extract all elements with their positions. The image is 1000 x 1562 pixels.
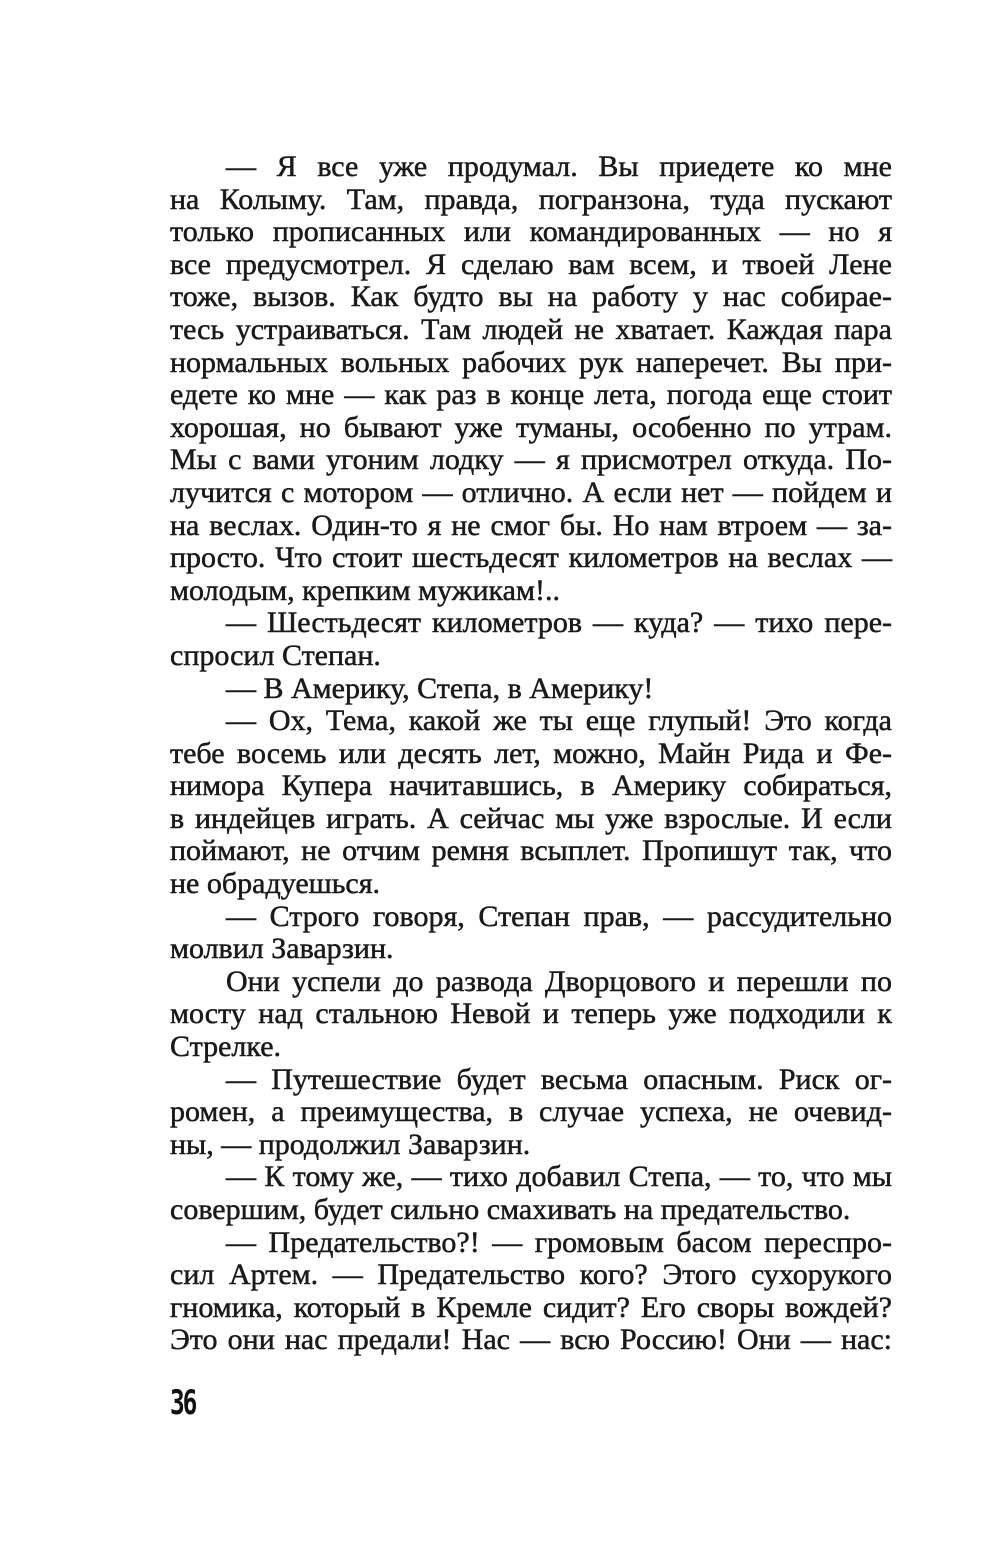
text-line: Стрелке.	[170, 1030, 282, 1064]
paragraph	[170, 151, 892, 607]
text-line: нимора Купера начитавшись, в Америку собираться,	[170, 769, 892, 803]
text-line: Мы с вами угоним лодку — я присмотрел откуда. По-	[170, 443, 892, 477]
page-number: 36	[170, 1383, 196, 1423]
text-line: мосту над стальною Невой и теперь уже подходили к	[170, 997, 892, 1031]
text-line: — Предательство?! — громовым басом переспро-	[226, 1225, 892, 1259]
text-line: едете ко мне — как раз в конце лета, погода еще стоит	[170, 378, 892, 412]
text-line: Это они нас предали! Нас — всю Россию! Они — нас:	[170, 1323, 892, 1357]
paragraph	[170, 901, 892, 966]
text-line: в индейцев играть. А сейчас мы уже взрослые. И если	[170, 801, 892, 835]
text-line: совершим, будет сильно смахивать на предательство.	[170, 1193, 851, 1226]
text-line: молодым, крепким мужикам!..	[170, 573, 560, 607]
text-line: — В Америку, Степа, в Америку!	[226, 671, 654, 705]
text-line: тоже, вызов. Как будто вы на работу у нас собирае-	[170, 280, 892, 314]
text-line: на Колыму. Там, правда, погранзона, туда пускают	[170, 182, 892, 216]
text-line: тебе восемь или десять лет, можно, Майн Рида и Фе-	[170, 736, 892, 770]
text-line: на веслах. Один-то я не смог бы. Но нам втроем — за-	[170, 508, 892, 542]
paragraph	[170, 1161, 892, 1226]
paragraph	[170, 1227, 892, 1357]
paragraph	[170, 966, 892, 1064]
text-line: — Строго говоря, Степан прав, — рассудительно	[226, 899, 892, 933]
body-text	[170, 151, 892, 1357]
text-line: поймают, не отчим ремня всыплет. Пропишут так, что	[170, 834, 892, 868]
text-line: молвил Заварзин.	[170, 932, 394, 966]
paragraph	[170, 705, 892, 901]
text-line: — Ох, Тема, какой же ты еще глупый! Это когда	[226, 704, 892, 738]
text-line: нормальных вольных рабочих рук наперечет. Вы при-	[170, 345, 892, 379]
paragraph	[170, 607, 892, 672]
text-line: ромен, а преимущества, в случае успеха, не очевид-	[170, 1095, 892, 1129]
text-line: хорошая, но бывают уже туманы, особенно по утрам.	[170, 410, 892, 444]
text-line: — Я все уже продумал. Вы приедете ко мне	[226, 150, 892, 183]
text-line: гномика, который в Кремле сидит? Его своры вождей?	[170, 1290, 892, 1324]
paragraph	[170, 673, 892, 706]
text-line: лучится с мотором — отлично. А если нет — пойдем и	[170, 475, 892, 509]
text-line: все предусмотрел. Я сделаю вам всем, и твоей Лене	[170, 247, 892, 281]
text-line: не обрадуешься.	[170, 867, 381, 901]
text-line: — Шестьдесят километров — куда? — тихо пере-	[226, 606, 892, 640]
text-line: просто. Что стоит шестьдесят километров на веслах —	[170, 541, 892, 575]
text-line: спросил Степан.	[170, 638, 381, 672]
text-line: тесь устраиваться. Там людей не хватает. Каждая пара	[170, 312, 892, 346]
text-line: — Путешествие будет весьма опасным. Риск ог-	[226, 1062, 892, 1096]
text-line: ны, — продолжил Заварзин.	[170, 1127, 531, 1161]
text-line: сил Артем. — Предательство кого? Этого сухорукого	[170, 1258, 892, 1292]
text-line: — К тому же, — тихо добавил Степа, — то, что мы	[226, 1160, 892, 1194]
paragraph	[170, 1064, 892, 1162]
text-line: Они успели до развода Дворцового и перешли по	[226, 964, 892, 998]
text-line: только прописанных или командированных — но я	[170, 215, 892, 249]
